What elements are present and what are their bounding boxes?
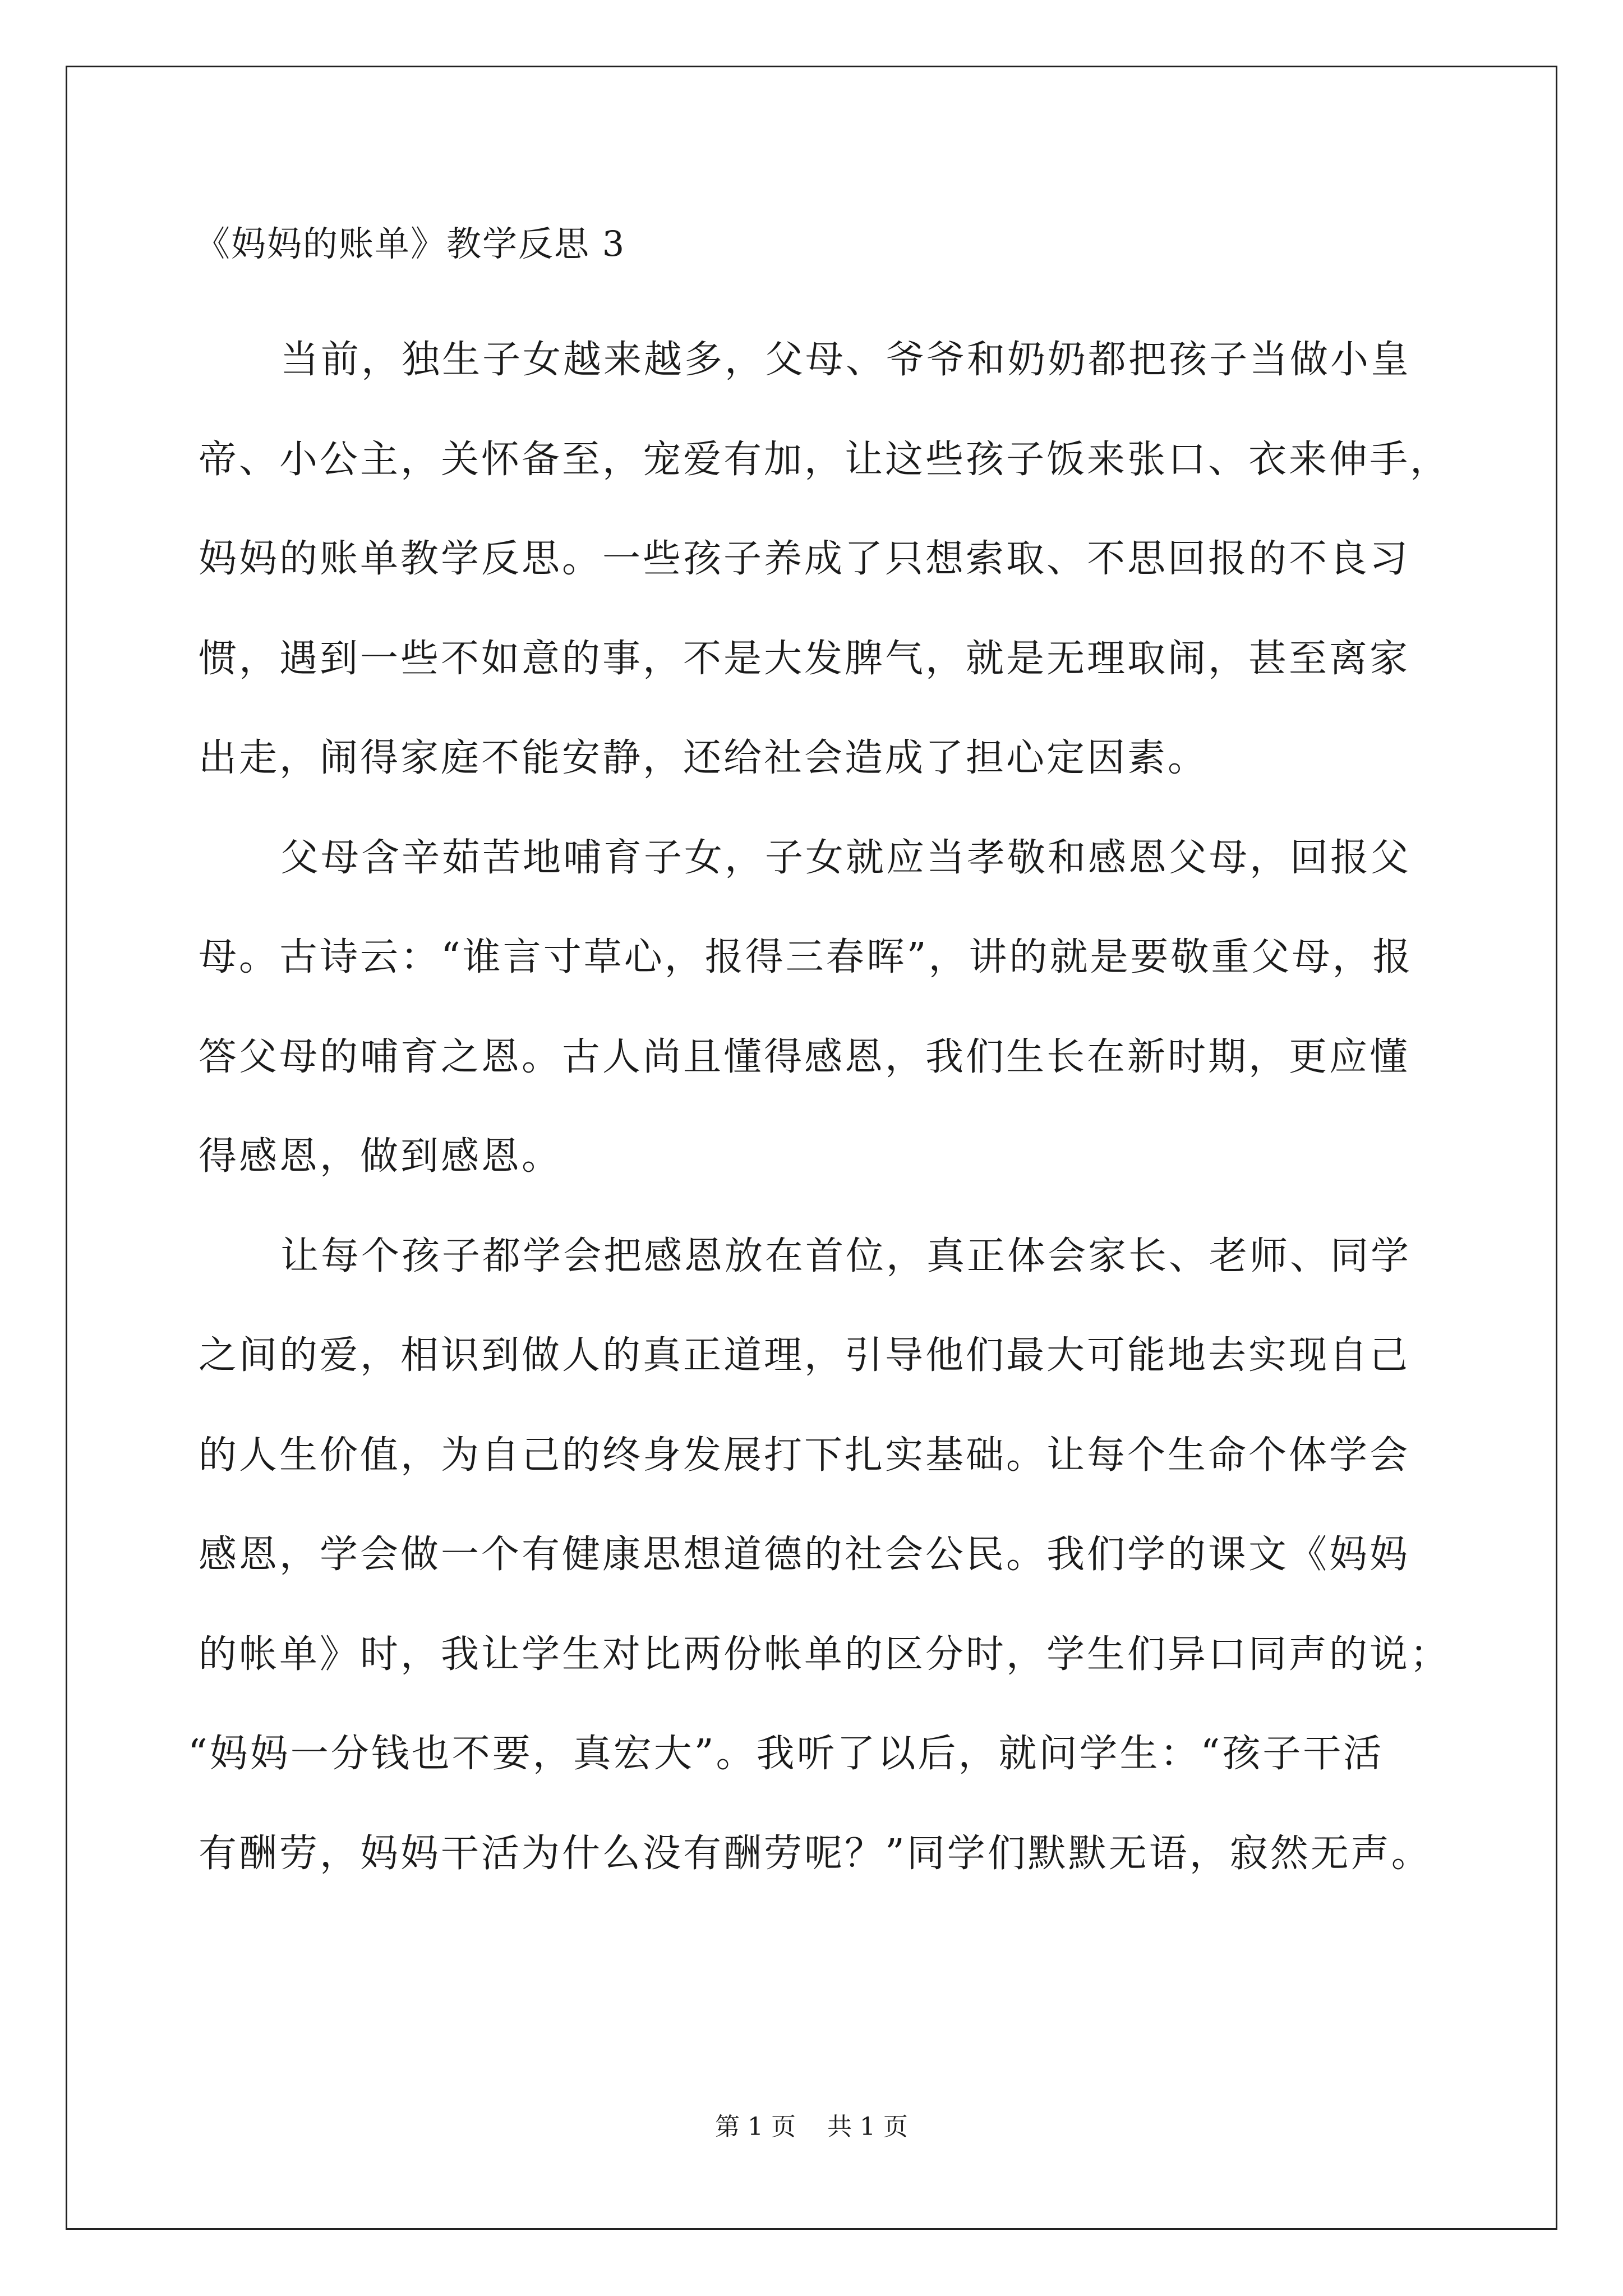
paragraph-3-line-7: 有酬劳，妈妈干活为什么没有酬劳呢？”同学们默默无语，寂然无声。 — [199, 1832, 1432, 1876]
paragraph-1-line-4: 惯，遇到一些不如意的事，不是大发脾气，就是无理取闹，甚至离家 — [199, 637, 1410, 681]
page-footer: 第 1 页 共 1 页 — [715, 2113, 908, 2141]
paragraph-3-line-4: 感恩，学会做一个有健康思想道德的社会公民。我们学的课文《妈妈 — [199, 1533, 1410, 1577]
paragraph-3-line-6: “妈妈一分钱也不要，真宏大”。我听了以后，就问学生：“孩子干活 — [188, 1732, 1384, 1776]
document-title: 《妈妈的账单》教学反思 3 — [195, 223, 626, 264]
paragraph-1-line-2: 帝、小公主，关怀备至，宠爱有加，让这些孩子饭来张口、衣来伸手， — [199, 438, 1451, 482]
paragraph-3-line-2: 之间的爱，相识到做人的真正道理，引导他们最大可能地去实现自己 — [199, 1333, 1410, 1378]
paragraph-2-line-3: 答父母的哺育之恩。古人尚且懂得感恩，我们生长在新时期，更应懂 — [199, 1035, 1410, 1079]
paragraph-3-line-5: 的帐单》时，我让学生对比两份帐单的区分时，学生们异口同声的说； — [199, 1632, 1451, 1677]
paragraph-2-line-2: 母。古诗云：“谁言寸草心，报得三春晖”，讲的就是要敬重父母，报 — [199, 935, 1413, 979]
paragraph-2-line-1: 父母含辛茹苦地哺育子女，子女就应当孝敬和感恩父母，回报父 — [280, 836, 1412, 880]
paragraph-2-line-4: 得感恩，做到感恩。 — [199, 1134, 562, 1179]
paragraph-1-line-1: 当前，独生子女越来越多，父母、爷爷和奶奶都把孩子当做小皇 — [280, 338, 1412, 382]
paragraph-3-line-1: 让每个孩子都学会把感恩放在首位，真正体会家长、老师、同学 — [280, 1234, 1412, 1278]
paragraph-1-line-3: 妈妈的账单教学反思。一些孩子养成了只想索取、不思回报的不良习 — [199, 537, 1410, 581]
paragraph-3-line-3: 的人生价值，为自己的终身发展打下扎实基础。让每个生命个体学会 — [199, 1433, 1410, 1478]
paragraph-1-line-5: 出走，闹得家庭不能安静，还给社会造成了担心定因素。 — [199, 736, 1209, 780]
